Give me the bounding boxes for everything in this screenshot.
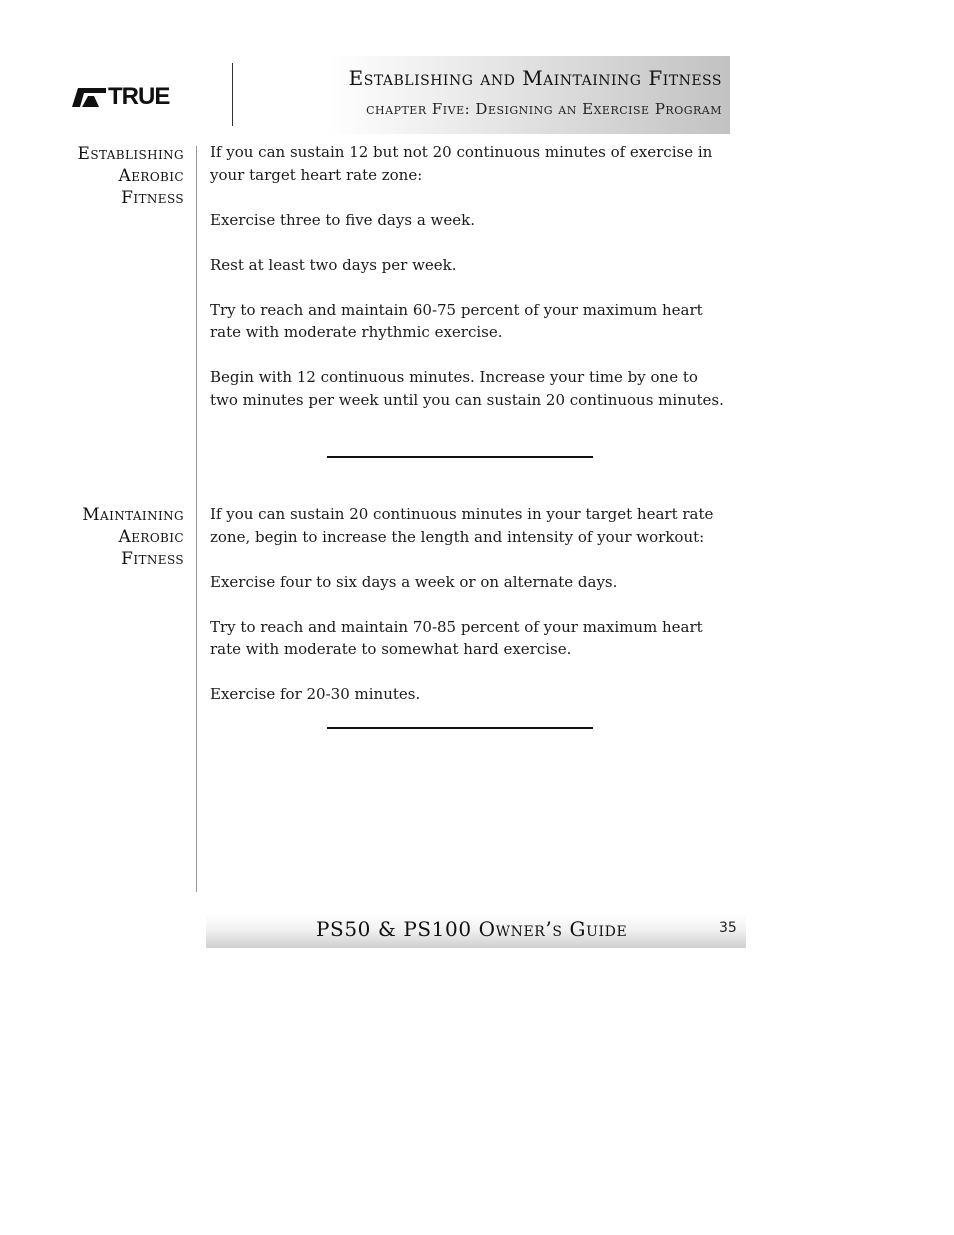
paragraph: Exercise four to six days a week or on alternate days. (210, 572, 618, 591)
paragraph: Exercise for 20-30 minutes. (210, 685, 421, 703)
section-heading-maintaining (82, 504, 184, 570)
paragraph: Rest at least two days per week. (210, 255, 457, 274)
heading-line: Fitness (121, 549, 184, 569)
paragraph: Begin with 12 continuous minutes. Increase your time by one to two minutes per week until you can sustain 20 continuous minutes. (210, 368, 724, 409)
heading-line: Maintaining (82, 505, 184, 525)
paragraph: If you can sustain 12 but not 20 continuous minutes of exercise in your target heart rate zone: (210, 143, 713, 184)
paragraph: Try to reach and maintain 60-75 percent of your maximum heart rate with moderate rhythmic exercise. (210, 300, 703, 341)
header-divider (232, 63, 233, 126)
section-divider (327, 456, 593, 458)
heading-line: Aerobic (118, 527, 184, 547)
paragraph: Try to reach and maintain 70-85 percent of your maximum heart rate with moderate to somewhat hard exercise. (210, 617, 703, 658)
heading-line: Aerobic (118, 166, 184, 186)
page-title: Establishing and Maintaining Fitness (348, 66, 722, 90)
paragraph: Exercise three to five days a week. (210, 210, 475, 229)
section-maintaining-body (210, 503, 725, 728)
section-divider (327, 727, 593, 729)
true-logo-icon (72, 88, 106, 107)
section-heading-establishing (78, 143, 184, 209)
logo-text: TRUE (108, 83, 170, 110)
true-logo (72, 83, 212, 110)
margin-rule (196, 146, 197, 892)
chapter-subtitle: chapter Five: Designing an Exercise Program (366, 100, 722, 118)
paragraph: If you can sustain 20 continuous minutes in your target heart rate zone, begin to increase the length and intensity of your workout: (210, 505, 714, 546)
page-number: 35 (719, 920, 737, 936)
heading-line: Establishing (77, 144, 184, 164)
section-establishing-body (210, 141, 725, 434)
heading-line: Fitness (121, 188, 184, 208)
footer-guide-title: PS50 & PS100 Owner’s Guide (316, 917, 628, 941)
